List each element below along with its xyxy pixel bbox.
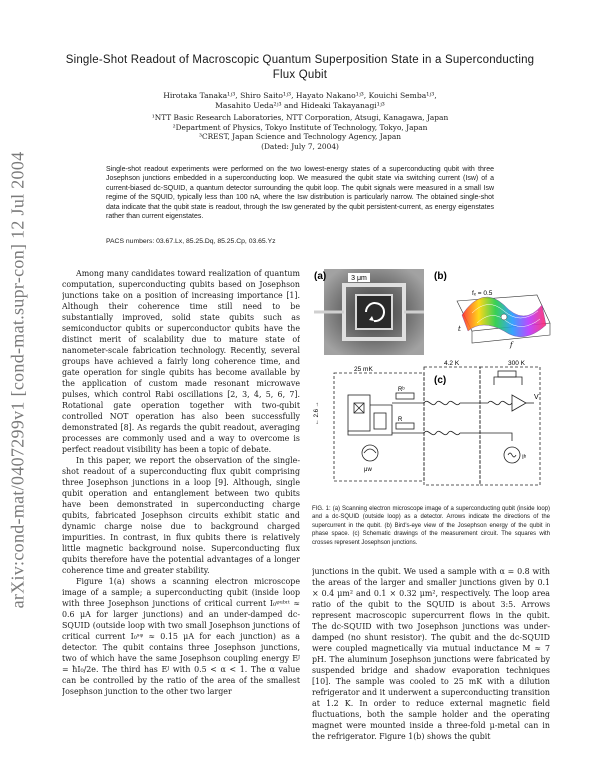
temperature-300k: 300 K xyxy=(508,360,525,367)
arxiv-sidebar xyxy=(2,120,34,640)
bias-current-label: Iᵇ xyxy=(522,454,527,461)
figure-caption: FIG. 1: (a) Scanning electron microscope image of a superconducting qubit (inside loop) and a dc-SQUID (outside loop) as a detector. Arrows indicate the directions of the supercurrent in the qubit. (b) Bird's-eye view of the Josephson energy of the qubit in phase space. (c) Schematic drawings of the measurement circuit. The squares with crosses represent Josephson junctions. xyxy=(312,506,550,546)
paragraph: Among many candidates toward realization of quantum computation, superconducting qubits based on Josephson junctions take on a position of increasing importance [1]. Although their coherence time still need to be substantially improved, solid state qubits such as semiconductor qubits or superconductor qubits have the distinct merit of scalability due to mature state of nanometer-scale fabrication technology. Recently, several groups have achieved a fairly long coherence time, and gate operation for single qubits has become available by the application of custom made resonant microwave pulses, which control Rabi oscillations [2, 3, 4, 5, 6, 7]. Rotational gate operation together with two-qubit controlled NOT operation has also been successfully demonstrated [8]. As regards the qubit readout, averaging processes are commonly used and a way to overcome is perfect readout visibility has been a topic of debate. xyxy=(62,269,300,454)
paper-title: Single-Shot Readout of Macroscopic Quantum Superposition State in a Superconducting Flux Qubit xyxy=(65,54,535,81)
panel-a-label: (a) xyxy=(314,271,327,282)
affiliation-1: ¹NTT Basic Research Laboratories, NTT Corporation, Atsugi, Kanagawa, Japan xyxy=(151,113,449,122)
paragraph: Figure 1(a) shows a scanning electron microscope image of a sample; a superconducting qubit (inside loop with three Josephson junctions of critical current I₀ᵠᵘᵇᶦᵗ ≈ 0.6 μA for larger junctions) and an under-damped dc-SQUID (outside loop with two small Josephson junctions of critical current I₀ˢᵠ ≈ 0.15 μA for each junction) as a detector. The qubit contains three Josephson junctions, two of which have the same Josephson coupling energy Eᴶ = ħI₀/2e. The third has Eᴶ with 0.5 < α < 1. The α value can be controlled by the ratio of the area of the smallest Josephson junction to the other two larger xyxy=(62,577,300,696)
right-column xyxy=(312,566,550,768)
temperature-25mk: 25 mK xyxy=(354,366,373,373)
axis-t-label: t xyxy=(458,325,461,333)
paragraph: junctions in the qubit. We used a sample with α = 0.8 with the areas of the larger and smaller junctions given by 0.1 × 0.4 μm² and 0.1 × 0.32 μm², respectively. The loop area ratio of the qubit to the SQUID is about 3:5. Arrows represent macroscopic supercurrent flows in the qubit. The dc-SQUID with two Josephson junctions was under-damped (no shunt resistor). The qubit and the dc-SQUID were coupled magnetically via mutual inductance M ≈ 7 pH. The aluminum Josephson junctions were fabricated by suspended bridge and shadow evaporation techniques [10]. The sample was cooled to 25 mK with a dilution refrigerator and it underwent a superconducting transition at 1.2 K. In order to reduce external magnetic field fluctuations, both the sample holder and the operating magnet were mounted inside a three-fold μ-metal can in the refrigerator. Figure 1(b) shows the qubit xyxy=(312,567,550,741)
dimension-label: ← 2.6 → xyxy=(314,401,320,425)
energy-surface-plot xyxy=(457,290,550,349)
flux-bias-label: fₓ = 0.5 xyxy=(472,290,493,297)
author-list xyxy=(70,91,530,112)
affiliations xyxy=(70,113,530,151)
panel-b-label: (b) xyxy=(434,271,447,282)
figure-1-graphic xyxy=(312,265,552,493)
author-line-2: Masahito Ueda²ʲ³ and Hideaki Takayanagi¹ʲ³ xyxy=(215,101,385,111)
paragraph: In this paper, we report the observation of the single-shot readout of a superconducting flux qubit comprising three Josephson junctions in a loop [9]. Although, single qubit operation and entanglement between two qubits have been demonstrated in superconducting charge qubits, fabricated Josephson circuits exhibit static and dynamic charge noise due to background charged impurities. In contrast, in flux qubits there is relatively little magnetic background noise. Superconducting flux qubits therefore have the potential advantages of a longer coherence time and greater stability. xyxy=(62,456,300,575)
panel-c-label: (c) xyxy=(434,375,447,386)
abstract: Single-shot readout experiments were performed on the two lowest-energy states of a superconducting qubit with three Josephson junctions embedded in a superconducting loop. We measured the qubit state via switching current (Isw) of a current-biased dc-SQUID, a quantum detector surrounding the qubit loop. The qubit signals were measured in a small Isw regime of the SQUID, typically less than 100 nA, where the Isw distribution is particularly narrow. The obtained single-shot data indicate that the qubit state is readout, through the Isw generated by the qubit persistent-current, as energy eigenstates rather than current eigenstates. xyxy=(106,166,494,221)
pacs-numbers: PACS numbers: 03.67.Lx, 85.25.Dq, 85.25.Cp, 03.65.Yz xyxy=(106,238,276,245)
axis-f-label: f xyxy=(510,341,513,349)
r-label: R xyxy=(398,417,403,423)
voltage-label: V xyxy=(534,394,539,401)
affiliation-2: ²Department of Physics, Tokyo Institute of Technology, Tokyo, Japan xyxy=(172,122,428,132)
left-column xyxy=(62,268,300,768)
scale-bar-label: 3 μm xyxy=(351,275,367,282)
author-line-1: Hirotaka Tanaka¹ʲ³, Shiro Saito¹ʲ³, Hayato Nakano¹ʲ³, Kouichi Semba¹ʲ³, xyxy=(163,91,437,100)
rb-label: Rᵇ xyxy=(398,387,405,393)
date-line: (Dated: July 7, 2004) xyxy=(261,141,339,151)
figure-1 xyxy=(312,265,552,493)
temperature-4k: 4.2 K xyxy=(444,360,460,367)
affiliation-3: ³CREST, Japan Science and Technology Agency, Japan xyxy=(198,132,401,142)
arxiv-identifier: arXiv:cond-mat/0407299v1 [cond-mat.supr-con] 12 Jul 2004 xyxy=(7,151,28,609)
microwave-label: μw xyxy=(364,467,372,473)
sem-image xyxy=(314,269,424,355)
